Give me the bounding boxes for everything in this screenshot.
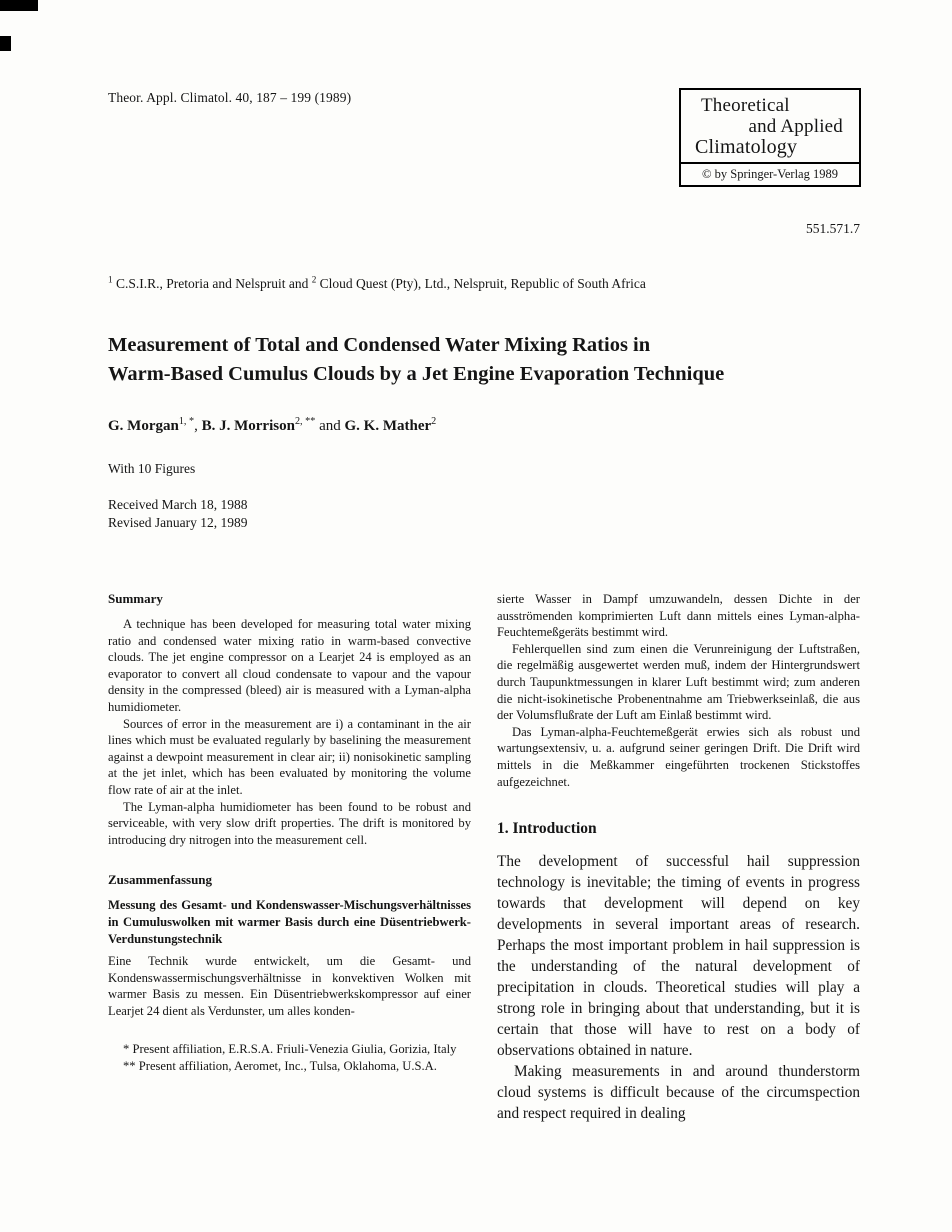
zusammenfassung-paragraph-4: Das Lyman-alpha-Feuchtemeßgerät erwies sich als robust und wartungsextensiv, u. a. aufgrund seiner geringen Drift. Die Drift wird mittels in die Meßkammer eingeführten trockenen Stickstoffes aufgezeichnet. [497, 724, 860, 789]
paper-title-line-1: Measurement of Total and Condensed Water Mixing Ratios in [108, 334, 651, 356]
affiliation-part-2: Cloud Quest (Pty), Ltd., Nelspruit, Republic of South Africa [316, 276, 646, 291]
author-3-sup: 2 [431, 416, 437, 427]
introduction-paragraph-1: The development of successful hail suppression technology is inevitable; the timing of events in progress towards that development will depend on key developments in several important areas of research. Perhaps the most important problem in hail suppression is the understanding of the natural development of precipitation in clouds. Theoretical studies will play a strong role in bringing about that understanding, but it is certain that those will have to rest on a body of observations obtained in nature. [497, 853, 860, 1060]
author-2-sup: 2, ** [294, 416, 316, 427]
zusammenfassung-subtitle: Messung des Gesamt- und Kondenswasser-Mischungsverhältnisses in Cumuluswolken mit warmer Basis durch eine Düsentriebwerk-Verdunstungstechnik [108, 898, 471, 946]
logo-line-2: and Applied [748, 116, 843, 137]
paper-title-line-2: Warm-Based Cumulus Clouds by a Jet Engine Evaporation Technique [108, 363, 725, 385]
footnote-1: * Present affiliation, E.R.S.A. Friuli-Venezia Giulia, Gorizia, Italy [123, 1042, 457, 1057]
introduction-heading: 1. Introduction [497, 820, 597, 838]
footnotes [108, 1041, 471, 1074]
journal-reference: Theor. Appl. Climatol. 40, 187 – 199 (1989) [108, 90, 352, 105]
affiliation-line [108, 276, 646, 292]
affiliation-part-1: C.S.I.R., Pretoria and Nelspruit and [112, 276, 312, 291]
author-3: G. K. Mather [344, 418, 432, 434]
logo-line-1: Theoretical [701, 95, 790, 116]
summary-paragraph-1: A technique has been developed for measuring total water mixing ratio and condensed water mixing ratio in warm-based convective clouds. The jet engine compressor on a Learjet 24 is employed as an evaporator to convert all cloud condensate to vapour and the vapour density in the compressed (bleed) air is measured with a Lyman-alpha humidiometer. [108, 617, 471, 714]
right-column [497, 591, 860, 1124]
journal-logo-box [679, 88, 861, 187]
left-column [108, 591, 471, 1124]
introduction-paragraph-2: Making measurements in and around thunderstorm cloud systems is difficult because of the circumspection and respect required in dealing [497, 1063, 860, 1123]
summary-paragraph-3: The Lyman-alpha humidiometer has been found to be robust and serviceable, with very slow drift properties. The drift is monitored by introducing dry nitrogen into the measurement cell. [108, 799, 471, 847]
two-column-body [108, 591, 860, 1124]
paper-title [108, 331, 868, 389]
authors-line [108, 418, 436, 435]
dates-block [108, 496, 247, 532]
copyright-line: © by Springer-Verlag 1989 [681, 162, 859, 185]
author-separator-1: , [194, 418, 202, 434]
zusammenfassung-paragraph-2: sierte Wasser in Dampf umzuwandeln, dessen Dichte in der ausströmenden komprimierten Luft dann mittels eines Lyman-alpha-Feuchtemeßgeräts bestimmt wird. [497, 592, 860, 640]
journal-logo-title [681, 90, 859, 162]
author-1: G. Morgan [108, 418, 179, 434]
zusammenfassung-paragraph-1: Eine Technik wurde entwickelt, um die Gesamt- und Kondenswassermischungsverhältnisse in konvektiven Wolken mit warmer Basis zu messen. Ein Düsentriebwerkskompressor auf einer Learjet 24 dient als Verdunster, um alles konden- [108, 954, 471, 1018]
received-date: Received March 18, 1988 [108, 497, 248, 512]
author-1-sup: 1, * [178, 416, 195, 427]
scan-artifact-left [0, 36, 11, 51]
zusammenfassung-paragraph-3: Fehlerquellen sind zum einen die Verunreinigung der Luftstraßen, die regelmäßig ausgewertet werden muß, indem der Hintergrundswert durch Taupunktmessungen in klarer Luft bestimmt wird; zum anderen die nicht-isokinetische Probenentnahme am Triebwerkseinlaß, die aus der Volumsflußrate der Luft am Einlaß bestimmt wird. [497, 641, 860, 723]
summary-heading: Summary [108, 591, 163, 606]
author-separator-2: and [315, 418, 345, 434]
affiliation-sup-1: 1 [108, 274, 113, 285]
author-2: B. J. Morrison [201, 418, 295, 434]
affiliation-sup-2: 2 [311, 274, 317, 285]
revised-date: Revised January 12, 1989 [108, 515, 248, 530]
logo-line-3: Climatology [695, 136, 798, 158]
footnote-2: ** Present affiliation, Aeromet, Inc., Tulsa, Oklahoma, U.S.A. [123, 1059, 437, 1074]
udc-number: 551.571.7 [806, 221, 860, 236]
figures-note: With 10 Figures [108, 461, 196, 476]
scan-artifact-top [0, 0, 38, 11]
summary-paragraph-2: Sources of error in the measurement are i) a contaminant in the air lines which must be evaluated regularly by baselining the measurement against a dewpoint measurement in clear air; ii) nonisokinetic sampling at the jet inlet, which has been evaluated by monitoring the volume flow rate of air at the inlet. [108, 716, 471, 797]
zusammenfassung-heading: Zusammenfassung [108, 872, 213, 888]
